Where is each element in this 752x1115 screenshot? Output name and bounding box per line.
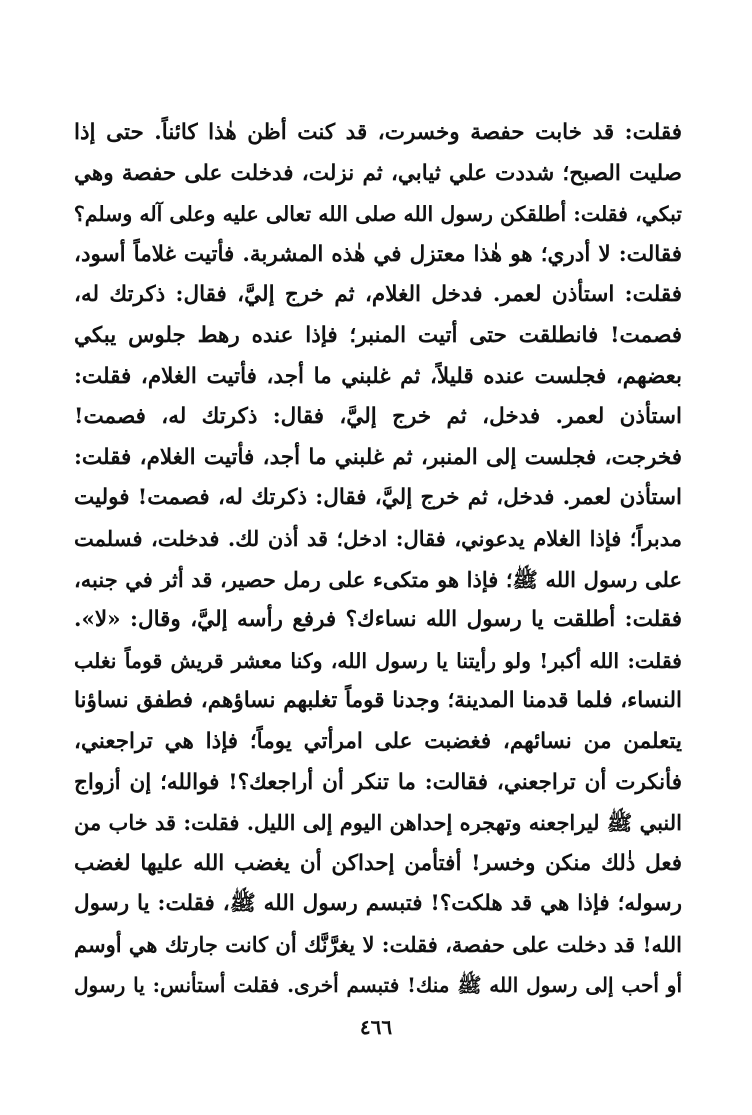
text-line-2: صليت الصبح؛ شددت علي ثيابي، ثم نزلت، فدخلت على حفصة وهي [74, 160, 682, 186]
text-line-20: رسوله؛ فإذا هي قد هلكت؟! فتبسم رسول الله ﷺ، فقلت: يا رسول [74, 891, 682, 917]
text-line-3: تبكي، فقلت: أطلقكن رسول الله صلى الله تعالى عليه وعلى آله وسلم؟ [74, 202, 682, 227]
text-line-22: أو أحب إلى رسول الله ﷺ منك! فتبسم أخرى. فقلت أستأنس: يا رسول [74, 973, 682, 998]
text-line-16: يتعلمن من نسائهم، فغضبت على امرأتي يوماً؛ فإذا هي تراجعني، [74, 728, 682, 754]
text-line-17: فأنكرت أن تراجعني، فقالت: ما تنكر أن أراجعك؟! فوالله؛ إن أزواج [74, 769, 682, 795]
text-line-14: فقلت: الله أكبر! ولو رأيتنا يا رسول الله، وكنا معشر قريش قوماً نغلب [74, 648, 682, 673]
text-line-18: النبي ﷺ ليراجعنه وتهجره إحداهن اليوم إلى الليل. فقلت: قد خاب من [74, 810, 682, 836]
text-line-1: فقلت: قد خابت حفصة وخسرت، قد كنت أظن هٰذا كائناً. حتى إذا [74, 120, 682, 145]
text-line-5: فقلت: استأذن لعمر. فدخل الغلام، ثم خرج إليَّ، فقال: ذكرتك له، [74, 282, 682, 308]
text-line-15: النساء، فلما قدمنا المدينة؛ وجدنا قوماً تغلبهم نساؤهم، فطفق نساؤنا [74, 688, 682, 714]
text-line-9: فخرجت، فجلست إلى المنبر، ثم غلبني ما أجد، فأتيت الغلام، فقلت: [74, 444, 682, 470]
page-number: ٤٦٦ [359, 1015, 393, 1039]
text-line-10: استأذن لعمر. فدخل، ثم خرج إليَّ، فقال: ذكرتك له، فصمت! فوليت [74, 485, 682, 511]
text-line-21: الله! قد دخلت على حفصة، فقلت: لا يغرَّنَّك أن كانت جارتك هي أوسم [74, 931, 682, 957]
text-line-6: فصمت! فانطلقت حتى أتيت المنبر؛ فإذا عنده رهط جلوس يبكي [74, 322, 682, 348]
text-line-7: بعضهم، فجلست عنده قليلاً، ثم غلبني ما أجد، فأتيت الغلام، فقلت: [74, 363, 682, 389]
text-line-12: على رسول الله ﷺ؛ فإذا هو متكىء على رمل حصير، قد أثر في جنبه، [74, 566, 682, 592]
text-line-8: استأذن لعمر. فدخل، ثم خرج إليَّ، فقال: ذكرتك له، فصمت! [74, 404, 682, 430]
page-body-text [74, 113, 682, 1006]
text-line-13: فقلت: أطلقت يا رسول الله نساءك؟ فرفع رأسه إليَّ، وقال: «لا». [74, 607, 682, 633]
text-line-4: فقالت: لا أدري؛ هو هٰذا معتزل في هٰذه المشربة. فأتيت غلاماً أسود، [74, 241, 682, 267]
text-line-19: فعل ذٰلك منكن وخسر! أفتأمن إحداكن أن يغضب الله عليها لغضب [74, 850, 682, 876]
text-line-11: مدبراً؛ فإذا الغلام يدعوني، فقال: ادخل؛ قد أذن لك. فدخلت، فسلمت [74, 525, 682, 551]
